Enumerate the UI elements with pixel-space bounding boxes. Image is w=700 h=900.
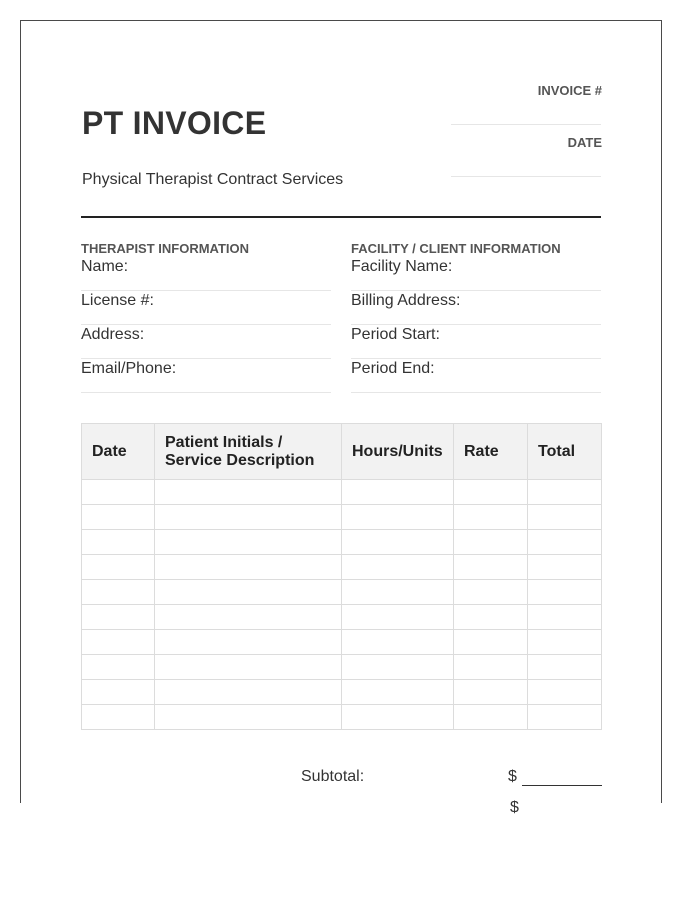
therapist-license-field[interactable]: License #: — [81, 292, 331, 325]
table-cell[interactable] — [82, 605, 155, 630]
table-cell[interactable] — [342, 705, 454, 730]
date-field[interactable] — [451, 176, 601, 177]
invoice-number-label: INVOICE # — [537, 83, 602, 98]
table-cell[interactable] — [82, 705, 155, 730]
table-cell[interactable] — [155, 655, 342, 680]
table-cell[interactable] — [82, 655, 155, 680]
table-cell[interactable] — [155, 680, 342, 705]
column-header-hours-units: Hours/Units — [342, 424, 454, 480]
table-cell[interactable] — [454, 630, 528, 655]
table-cell[interactable] — [454, 555, 528, 580]
table-cell[interactable] — [155, 605, 342, 630]
table-cell[interactable] — [454, 480, 528, 505]
facility-info-section — [351, 240, 601, 394]
table-cell[interactable] — [155, 555, 342, 580]
table-row — [82, 530, 602, 555]
therapist-info-section — [81, 240, 331, 394]
table-cell[interactable] — [342, 605, 454, 630]
table-cell[interactable] — [82, 580, 155, 605]
table-row — [82, 555, 602, 580]
table-body — [82, 480, 602, 730]
table-cell[interactable] — [342, 505, 454, 530]
table-cell[interactable] — [82, 630, 155, 655]
date-label: DATE — [567, 135, 602, 150]
table-row — [82, 480, 602, 505]
table-cell[interactable] — [528, 655, 602, 680]
header-divider — [81, 216, 601, 218]
table-cell[interactable] — [454, 505, 528, 530]
table-header-row — [82, 424, 602, 480]
subtotal-label: Subtotal: — [301, 768, 365, 785]
table-cell[interactable] — [342, 530, 454, 555]
invoice-page — [20, 20, 662, 816]
table-cell[interactable] — [454, 680, 528, 705]
table-cell[interactable] — [155, 580, 342, 605]
invoice-title: PT INVOICE — [82, 105, 267, 141]
billing-address-field[interactable]: Billing Address: — [351, 292, 601, 325]
column-header-rate: Rate — [454, 424, 528, 480]
table-cell[interactable] — [155, 480, 342, 505]
table-row — [82, 705, 602, 730]
table-row — [82, 580, 602, 605]
table-cell[interactable] — [342, 680, 454, 705]
table-row — [82, 655, 602, 680]
table-cell[interactable] — [342, 655, 454, 680]
facility-name-field[interactable]: Facility Name: — [351, 258, 601, 291]
period-end-field[interactable]: Period End: — [351, 360, 601, 393]
therapist-info-heading: THERAPIST INFORMATION — [81, 241, 250, 256]
table-row — [82, 605, 602, 630]
table-cell[interactable] — [528, 555, 602, 580]
subtotal-currency-symbol: $ — [508, 768, 517, 785]
table-cell[interactable] — [82, 480, 155, 505]
table-cell[interactable] — [82, 680, 155, 705]
table-cell[interactable] — [528, 680, 602, 705]
period-start-field[interactable]: Period Start: — [351, 326, 601, 359]
table-row — [82, 680, 602, 705]
table-cell[interactable] — [155, 630, 342, 655]
table-cell[interactable] — [528, 505, 602, 530]
subtotal-field[interactable] — [522, 785, 602, 786]
invoice-number-field[interactable] — [451, 124, 601, 125]
column-header-date: Date — [82, 424, 155, 480]
table-cell[interactable] — [454, 530, 528, 555]
table-cell[interactable] — [342, 630, 454, 655]
table-cell[interactable] — [155, 530, 342, 555]
invoice-subtitle: Physical Therapist Contract Services — [82, 171, 344, 188]
services-table — [81, 423, 602, 730]
table-cell[interactable] — [454, 605, 528, 630]
table-cell[interactable] — [454, 580, 528, 605]
table-cell[interactable] — [528, 705, 602, 730]
therapist-address-field[interactable]: Address: — [81, 326, 331, 359]
table-cell[interactable] — [155, 505, 342, 530]
table-cell[interactable] — [82, 555, 155, 580]
column-header-description: Patient Initials / Service Description — [155, 424, 342, 480]
next-total-currency-symbol: $ — [510, 799, 519, 816]
table-cell[interactable] — [342, 580, 454, 605]
table-cell[interactable] — [528, 605, 602, 630]
table-cell[interactable] — [454, 655, 528, 680]
table-cell[interactable] — [528, 530, 602, 555]
table-cell[interactable] — [528, 580, 602, 605]
therapist-name-field[interactable]: Name: — [81, 258, 331, 291]
facility-info-heading: FACILITY / CLIENT INFORMATION — [351, 241, 561, 256]
therapist-email-phone-field[interactable]: Email/Phone: — [81, 360, 331, 393]
table-cell[interactable] — [454, 705, 528, 730]
table-cell[interactable] — [342, 555, 454, 580]
table-row — [82, 505, 602, 530]
table-cell[interactable] — [528, 480, 602, 505]
table-row — [82, 630, 602, 655]
table-cell[interactable] — [528, 630, 602, 655]
table-cell[interactable] — [155, 705, 342, 730]
table-cell[interactable] — [82, 505, 155, 530]
table-cell[interactable] — [82, 530, 155, 555]
table-cell[interactable] — [342, 480, 454, 505]
column-header-total: Total — [528, 424, 602, 480]
